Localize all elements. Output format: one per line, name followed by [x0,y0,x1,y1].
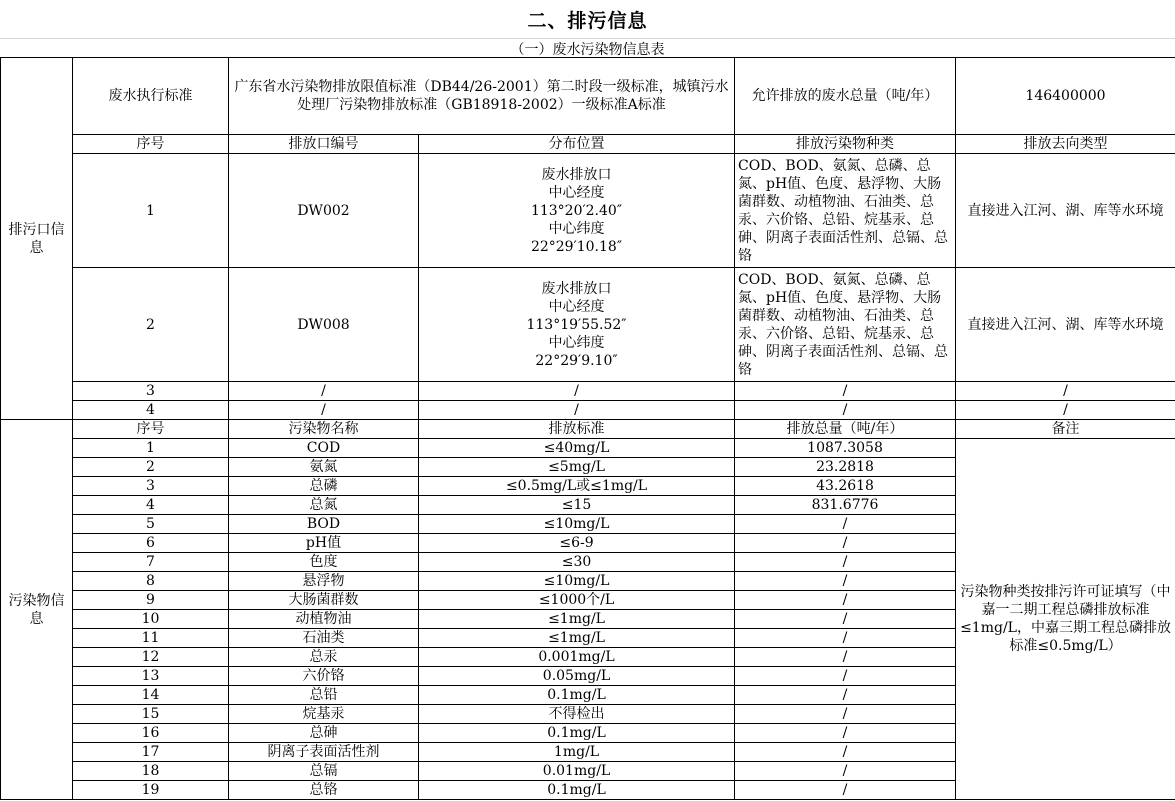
pollutant-no: 2 [73,458,229,477]
pollutant-no: 6 [73,534,229,553]
pollutant-total: 23.2818 [735,458,956,477]
outlet-position [419,268,735,382]
pollutant-total: / [735,743,956,762]
pollutant-name: 悬浮物 [229,572,419,591]
outlet-row [1,154,1175,268]
pollutant-total: 43.2618 [735,477,956,496]
pollutant-standard: 0.01mg/L [419,762,735,781]
pollutant-standard: 不得检出 [419,705,735,724]
pollutant-standard: 0.1mg/L [419,686,735,705]
pollutant-total: / [735,629,956,648]
outlet-no: 2 [73,268,229,382]
pollutant-no: 15 [73,705,229,724]
pollutant-name: 烷基汞 [229,705,419,724]
pollutant-name: BOD [229,515,419,534]
header-cell: 排放标准 [419,420,735,439]
header-cell: 排放总量（吨/年） [735,420,956,439]
pollutant-standard: ≤10mg/L [419,572,735,591]
pollutant-name: 总汞 [229,648,419,667]
pollutant-total: 1087.3058 [735,439,956,458]
remark-note: 污染物种类按排污许可证填写（中嘉一二期工程总磷排放标准≤1mg/L，中嘉三期工程总磷排放标准≤0.5mg/L） [956,439,1175,800]
pollutant-standard: ≤5mg/L [419,458,735,477]
outlet-code: DW008 [229,268,419,382]
header-cell: 分布位置 [419,135,735,154]
pos-line: 22°29′9.10″ [535,352,618,369]
pos-line: 中心纬度 [548,334,605,351]
pollutant-no: 1 [73,439,229,458]
pollutant-standard: ≤40mg/L [419,439,735,458]
pollutant-name: 大肠菌群数 [229,591,419,610]
header-cell: 序号 [73,135,229,154]
outlet-position: / [419,382,735,401]
header-cell: 排放污染物种类 [735,135,956,154]
outlet-row [1,401,1175,420]
pos-line: 113°20′2.40″ [530,202,623,219]
pollutant-name: 石油类 [229,629,419,648]
pollutant-header-row [1,420,1175,439]
pollutant-name: 总镉 [229,762,419,781]
pollutant-name: COD [229,439,419,458]
pollutant-total: / [735,781,956,800]
pos-line: 中心纬度 [548,220,605,237]
pos-line: 中心经度 [548,184,605,201]
pollutant-no: 8 [73,572,229,591]
pollutant-total: / [735,648,956,667]
pollutant-row [1,439,1175,458]
pollutant-name: 动植物油 [229,610,419,629]
pos-line: 废水排放口 [541,166,612,183]
pollutant-name: 总砷 [229,724,419,743]
outlet-pollutants: COD、BOD、氨氮、总磷、总氮、pH值、色度、悬浮物、大肠菌群数、动植物油、石油类、总汞、六价铬、总铅、烷基汞、总砷、阴离子表面活性剂、总镉、总铬 [735,154,956,268]
pollutant-name: 总磷 [229,477,419,496]
pollutant-no: 14 [73,686,229,705]
pollutant-standard: ≤30 [419,553,735,572]
pollutant-no: 9 [73,591,229,610]
std-label: 废水执行标准 [73,58,229,135]
pollutant-total: / [735,572,956,591]
outlet-row [1,268,1175,382]
pollutant-no: 5 [73,515,229,534]
header-cell: 备注 [956,420,1175,439]
header-cell: 排放口编号 [229,135,419,154]
outlet-destination: 直接进入江河、湖、库等水环境 [956,268,1175,382]
pollutant-standard: 0.1mg/L [419,781,735,800]
pollutant-total: / [735,515,956,534]
wastewater-info-table [0,57,1175,800]
total-value: 146400000 [956,58,1175,135]
pollutant-total: / [735,591,956,610]
pollutant-name: 总铅 [229,686,419,705]
outlet-pollutants: / [735,401,956,420]
pollutant-total: / [735,705,956,724]
pollutant-no: 16 [73,724,229,743]
pollutant-standard: ≤10mg/L [419,515,735,534]
pollutant-no: 3 [73,477,229,496]
pollutant-total: 831.6776 [735,496,956,515]
pollutant-standard: 0.05mg/L [419,667,735,686]
header-cell: 序号 [73,420,229,439]
pollutant-total: / [735,762,956,781]
pollutant-name: 六价铬 [229,667,419,686]
outlet-row [1,382,1175,401]
outlet-code: / [229,382,419,401]
total-label: 允许排放的废水总量（吨/年） [735,58,956,135]
pollutant-name: 色度 [229,553,419,572]
outlet-no: 1 [73,154,229,268]
header-cell: 排放去向类型 [956,135,1175,154]
pollutant-name: 氨氮 [229,458,419,477]
outlet-no: 3 [73,382,229,401]
pollutant-total: / [735,534,956,553]
pollutant-no: 12 [73,648,229,667]
pollutant-total: / [735,553,956,572]
outlet-code: DW002 [229,154,419,268]
pollutant-no: 18 [73,762,229,781]
outlet-code: / [229,401,419,420]
pollutant-total: / [735,686,956,705]
pollutant-standard: 1mg/L [419,743,735,762]
pollutant-standard: 0.001mg/L [419,648,735,667]
pos-line: 废水排放口 [541,280,612,297]
outlet-no: 4 [73,401,229,420]
outlet-position [419,154,735,268]
pollutant-no: 10 [73,610,229,629]
pollutant-no: 17 [73,743,229,762]
table-subtitle: （一）废水污染物信息表 [0,38,1175,58]
pollutant-no: 11 [73,629,229,648]
pollutant-standard: ≤1mg/L [419,629,735,648]
pollutant-name: 总氮 [229,496,419,515]
pollutant-standard: 0.1mg/L [419,724,735,743]
pollutant-standard: ≤0.5mg/L或≤1mg/L [419,477,735,496]
pollutant-name: pH值 [229,534,419,553]
pollutant-no: 13 [73,667,229,686]
pollutant-total: / [735,610,956,629]
outlet-destination: 直接进入江河、湖、库等水环境 [956,154,1175,268]
pollutant-standard: ≤6-9 [419,534,735,553]
pollutant-no: 7 [73,553,229,572]
pos-line: 中心经度 [548,298,605,315]
pollutant-total: / [735,724,956,743]
pollutant-name: 总铬 [229,781,419,800]
pollutant-name: 阴离子表面活性剂 [229,743,419,762]
outlet-header-row [1,135,1175,154]
outlet-pollutants: COD、BOD、氨氮、总磷、总氮、pH值、色度、悬浮物、大肠菌群数、动植物油、石油类、总汞、六价铬、总铅、烷基汞、总砷、阴离子表面活性剂、总镉、总铬 [735,268,956,382]
pollutant-no: 4 [73,496,229,515]
pollutant-section-label: 污染物信息 [1,420,73,800]
pollutant-standard: ≤1000个/L [419,591,735,610]
pollutant-no: 19 [73,781,229,800]
std-text: 广东省水污染物排放限值标准（DB44/26-2001）第二时段一级标准，城镇污水处理厂污染物排放标准（GB18918-2002）一级标准A标准 [229,58,735,135]
pollutant-standard: ≤1mg/L [419,610,735,629]
pollutant-total: / [735,667,956,686]
pollutant-standard: ≤15 [419,496,735,515]
outlet-destination: / [956,401,1175,420]
outlet-destination: / [956,382,1175,401]
page-title: 二、排污信息 [527,9,648,32]
table-body [1,58,1175,800]
outlet-position: / [419,401,735,420]
pos-line: 113°19′55.52″ [526,316,627,333]
pos-line: 22°29′10.18″ [530,238,623,255]
outlet-pollutants: / [735,382,956,401]
outlet-section-label: 排污口信息 [1,58,73,420]
header-cell: 污染物名称 [229,420,419,439]
